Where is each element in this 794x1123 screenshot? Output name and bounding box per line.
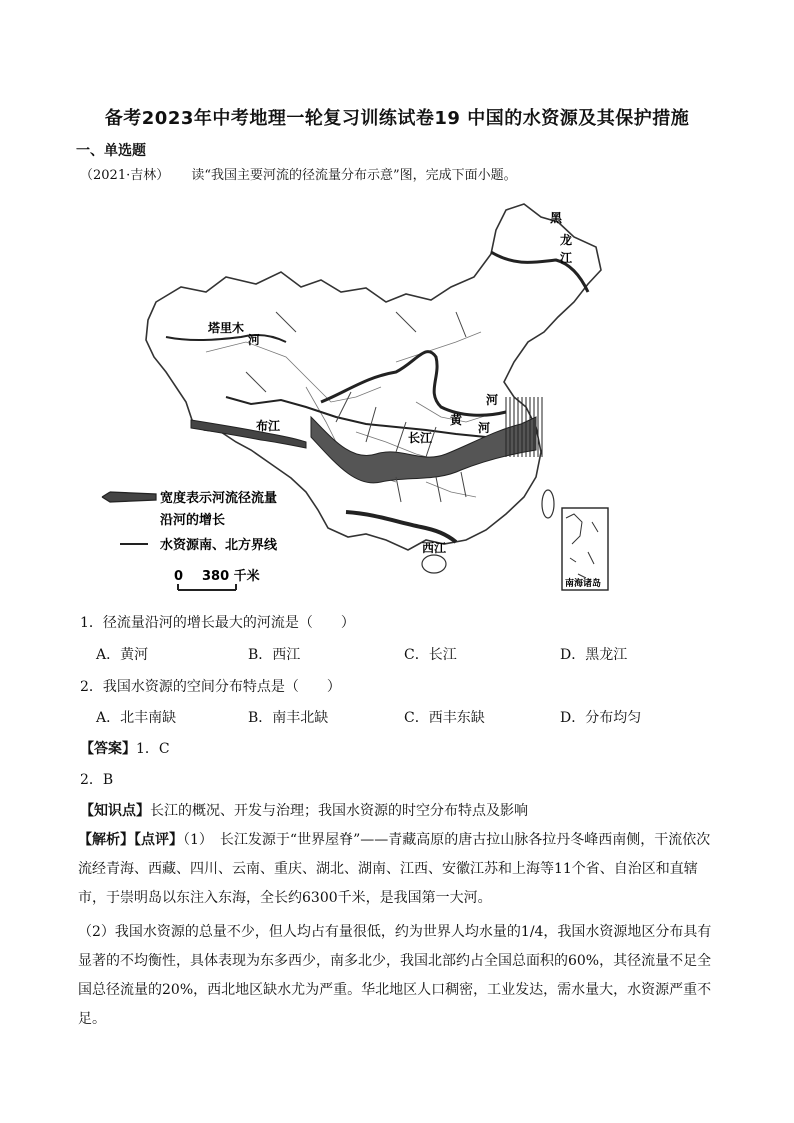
hainan-island xyxy=(422,555,446,573)
china-river-runoff-map xyxy=(96,192,616,600)
answer-2: 2．B xyxy=(80,772,114,788)
label-xijiang: 西江 xyxy=(422,541,447,555)
analysis-paragraph-1 xyxy=(78,826,718,913)
label-huanghe-1: 黄 xyxy=(450,413,463,427)
taiwan-island xyxy=(542,490,554,518)
comment-tag: 【点评】 xyxy=(134,832,183,848)
q2-option-a[interactable]: A．北丰南缺 xyxy=(96,710,177,726)
answer-1: 1．C xyxy=(136,741,170,757)
answer-line-1 xyxy=(80,738,170,758)
question-1-stem: 1．径流量沿河的增长最大的河流是（ ） xyxy=(80,615,355,631)
section-heading: 一、单选题 xyxy=(76,143,146,159)
label-heilong-1: 黑 xyxy=(550,211,563,225)
label-huanghe-2: 河 xyxy=(478,421,491,435)
tarim-river xyxy=(166,335,286,342)
scale-zero: 0 xyxy=(174,569,184,584)
question-2-stem: 2．我国水资源的空间分布特点是（ ） xyxy=(80,679,341,695)
intro-source: （2021·吉林） xyxy=(80,168,170,183)
page-title: 备考2023年中考地理一轮复习训练试卷19 中国的水资源及其保护措施 xyxy=(104,108,690,129)
yarlung-runoff-band xyxy=(191,420,306,448)
question-intro xyxy=(80,164,517,183)
label-heilong-2: 龙 xyxy=(560,233,573,247)
legend-width-symbol xyxy=(102,492,156,502)
legend-line-text: 水资源南、北方界线 xyxy=(160,538,278,553)
label-tarim: 塔里木 xyxy=(208,321,245,335)
legend-width-text: 宽度表示河流径流量 xyxy=(160,491,278,506)
knowledge-point xyxy=(80,800,528,820)
analysis-p1-text: （1） 长江发源于“世界屋脊”——青藏高原的唐古拉山脉各拉丹冬峰西南侧，干流依次流经青海、西藏、四川、云南、重庆、湖北、湖南、江西、安徽江苏和上海等11个省、自治区和直辖市，于崇明岛以东注入东海，全长约6300千米，是我国第一大河。 xyxy=(78,832,711,906)
scale-km: 380 千米 xyxy=(202,569,260,584)
knowledge-tag: 【知识点】 xyxy=(80,803,150,819)
xi-river xyxy=(346,512,456,542)
label-yangtze: 长江 xyxy=(408,431,433,445)
q1-option-a[interactable]: A．黄河 xyxy=(96,647,149,663)
heilong-river xyxy=(491,252,588,292)
intro-text: 读“我国主要河流的径流量分布示意”图，完成下面小题。 xyxy=(191,168,517,183)
analysis-tag: 【解析】 xyxy=(78,832,134,848)
label-huanghe-3: 河 xyxy=(486,393,499,407)
label-tarim-he: 河 xyxy=(248,333,261,347)
analysis-paragraph-2: （2）我国水资源的总量不少，但人均占有量很低，约为世界人均水量的1/4，我国水资源地区分布具有显著的不均衡性，具体表现为东多西少，南多北少，我国北部约占全国总面积的60%，其径流量不足全国总径流量的20%，西北地区缺水尤为严重。华北地区人口稠密，工业发达，需水量大，水资源严重不足。 xyxy=(78,924,712,1027)
label-heilong-3: 江 xyxy=(560,251,573,265)
label-yarlung: 布江 xyxy=(256,419,281,433)
yangtze-runoff-band xyxy=(311,417,536,483)
knowledge-text: 长江的概况、开发与治理；我国水资源的时空分布特点及影响 xyxy=(150,803,528,819)
q2-option-b[interactable]: B．南丰北缺 xyxy=(248,710,329,726)
yellow-river xyxy=(321,352,506,416)
q2-option-c[interactable]: C．西丰东缺 xyxy=(404,710,485,726)
inset-label: 南海诸岛 xyxy=(565,579,602,589)
q1-option-d[interactable]: D．黑龙江 xyxy=(560,647,628,663)
q1-option-c[interactable]: C．长江 xyxy=(404,647,457,663)
q2-option-d[interactable]: D．分布均匀 xyxy=(560,710,642,726)
answer-tag: 【答案】 xyxy=(80,741,136,757)
legend-width-text-2: 沿河的增长 xyxy=(160,513,226,528)
q1-option-b[interactable]: B．西江 xyxy=(248,647,301,663)
map-legend xyxy=(102,490,278,590)
